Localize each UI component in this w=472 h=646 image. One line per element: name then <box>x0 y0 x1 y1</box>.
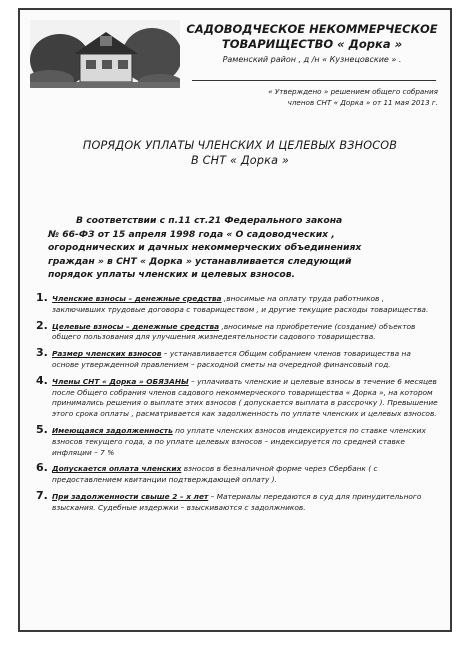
item-heading: Члены СНТ « Дорка » ОБЯЗАНЫ <box>52 376 189 386</box>
approval-line2: членов СНТ « Дорка » от 11 мая 2013 г. <box>287 98 438 107</box>
item-text: взносов в безналичной форме через Сбербанк ( с предоставлением квитанции подтверждающей оплату ). <box>52 464 378 485</box>
item-heading: Размер членских взносов <box>52 349 162 359</box>
intro-line5: порядок уплаты членских и целевых взносов. <box>48 269 296 280</box>
header-divider <box>192 80 436 81</box>
list-item <box>36 488 438 514</box>
list-item <box>36 422 438 458</box>
list-item <box>36 373 438 420</box>
item-heading: Допускается оплата членских <box>52 464 182 474</box>
intro-line3: огороднических и дачных некоммерческих объединениях <box>48 242 362 253</box>
intro-line4: граждан » в СНТ « Дорка » устанавливается следующий <box>48 255 352 267</box>
org-name-line2: ТОВАРИЩЕСТВО « Дорка » <box>221 37 403 51</box>
list-item <box>36 291 438 316</box>
item-heading: Целевые взносы – денежные средства <box>52 321 220 331</box>
item-text: ,вносимые на оплату труда работников , заключивших трудовые договора с товариществом , и другие текущие расходы товарищества. <box>52 294 429 314</box>
document-title <box>50 138 430 168</box>
item-text: – Материалы передаются в суд для принудительного взыскания. Судебные издержки – взыскиваются с задолжников. <box>52 491 422 512</box>
item-number: 3. <box>36 346 48 360</box>
item-number: 6. <box>36 461 48 475</box>
item-heading: При задолженности свыше 2 – х лет <box>52 491 209 501</box>
intro-paragraph <box>48 214 434 282</box>
organization-header <box>182 22 442 67</box>
approval-note <box>206 86 438 108</box>
item-number: 7. <box>36 488 48 502</box>
item-text: – уплачивать членские и целевые взносы в течение 6 месяцев после Общего собрания членов садового некоммерческого товарищества « Дорка », на котором принимались решения о выплате этих взносов ( допускается выплата в рассрочку ). Превышение этого срока оплаты , расматривается как задолженность по уплате членских и целевых взносов. <box>52 376 438 419</box>
item-heading: Имеющаяся задолженность <box>52 425 173 435</box>
item-text: – устанавливается Общим собранием членов товарищества на основе утвержденной правлением – расходной сметы на очередной финансовый год. <box>52 349 411 369</box>
list-item <box>36 461 438 486</box>
item-heading: Членские взносы – денежные средства <box>52 294 222 303</box>
item-text: ,вносимые на приобретение (создание) объектов общего пользования для улучшения жизнедеятельности садового товарищества. <box>52 321 416 342</box>
approval-line1: « Утверждено » решением общего собрания <box>268 87 438 96</box>
intro-line2: № 66-ФЗ от 15 апреля 1998 года « О садоводческих , <box>48 228 335 240</box>
item-text: по уплате членских взносов индексируется по ставке членских взносов текущего года, а по уплате целевых взносов – индексируется по средней ставке инфляции – 7 % <box>52 425 426 457</box>
item-number: 2. <box>36 318 48 332</box>
list-item <box>36 346 438 371</box>
rules-list <box>36 291 438 520</box>
title-line2: В СНТ « Дорка » <box>190 154 290 167</box>
item-number: 5. <box>36 422 48 436</box>
list-item <box>36 318 438 344</box>
org-name-line1: САДОВОДЧЕСКОЕ НЕКОММЕРЧЕСКОЕ <box>186 22 438 36</box>
document-page <box>18 8 452 632</box>
house-logo-image <box>30 20 180 88</box>
item-number: 4. <box>36 373 48 387</box>
org-address: Раменский район , д /н « Кузнецовские » . <box>222 55 402 64</box>
intro-line1: В соответствии с п.11 ст.21 Федерального закона <box>76 215 343 226</box>
item-number: 1. <box>36 291 48 304</box>
title-line1: ПОРЯДОК УПЛАТЫ ЧЛЕНСКИХ И ЦЕЛЕВЫХ ВЗНОСОВ <box>82 139 398 152</box>
